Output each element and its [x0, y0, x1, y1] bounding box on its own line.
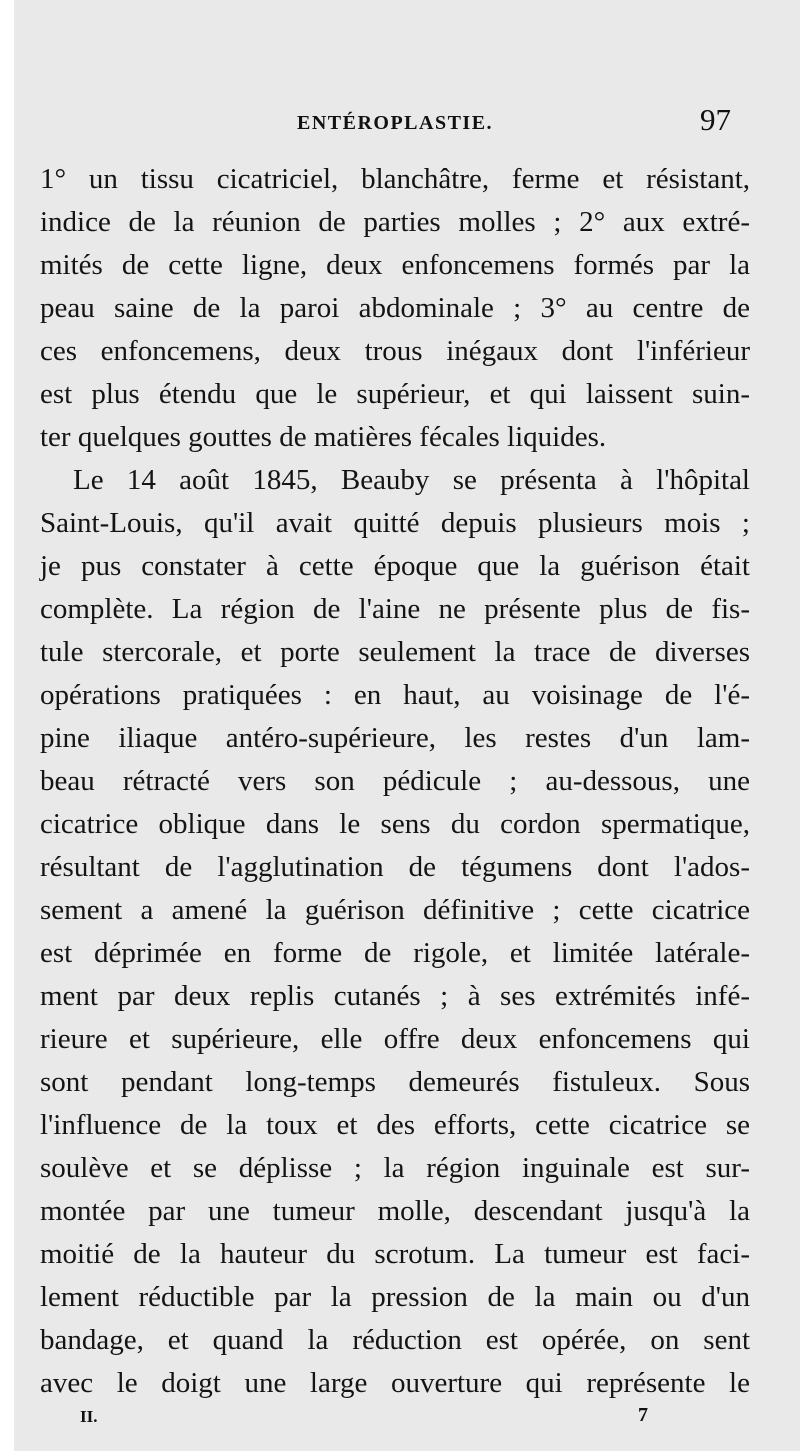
- text-line: ces enfoncemens, deux trous inégaux dont l'inférieur: [40, 335, 750, 367]
- text-line: complète. La région de l'aine ne présente plus de fis-: [40, 593, 750, 625]
- page-number: 97: [700, 102, 731, 137]
- text-line: sont pendant long-temps demeurés fistuleux. Sous: [40, 1066, 750, 1098]
- text-line: indice de la réunion de parties molles ; 2° aux extré-: [40, 206, 750, 238]
- text-line: beau rétracté vers son pédicule ; au-dessous, une: [40, 765, 750, 797]
- text-line: pine iliaque antéro-supérieure, les restes d'un lam-: [40, 722, 750, 754]
- volume-signature: II.: [80, 1407, 98, 1426]
- text-line: sement a amené la guérison définitive ; cette cicatrice: [40, 894, 750, 926]
- text-line: est plus étendu que le supérieur, et qui laissent suin-: [40, 378, 750, 410]
- text-line: tule stercorale, et porte seulement la trace de diverses: [40, 636, 750, 668]
- text-line: cicatrice oblique dans le sens du cordon spermatique,: [40, 808, 750, 840]
- gathering-signature: 7: [638, 1404, 648, 1426]
- running-head: ENTÉROPLASTIE.: [297, 112, 494, 134]
- text-line: moitié de la hauteur du scrotum. La tumeur est faci-: [40, 1238, 750, 1270]
- text-line: soulève et se déplisse ; la région inguinale est sur-: [40, 1152, 750, 1184]
- paragraph-first-line: Le 14 août 1845, Beauby se présenta à l'hôpital: [73, 464, 750, 496]
- text-line: est déprimée en forme de rigole, et limitée latérale-: [40, 937, 750, 969]
- text-line: ment par deux replis cutanés ; à ses extrémités infé-: [40, 980, 750, 1012]
- text-line: résultant de l'agglutination de tégumens dont l'ados-: [40, 851, 750, 883]
- text-line: l'influence de la toux et des efforts, cette cicatrice se: [40, 1109, 750, 1141]
- body-text: [40, 158, 750, 1405]
- text-line: peau saine de la paroi abdominale ; 3° au centre de: [40, 292, 750, 324]
- text-line: je pus constater à cette époque que la guérison était: [40, 550, 750, 582]
- text-line: montée par une tumeur molle, descendant jusqu'à la: [40, 1195, 750, 1227]
- page-margin: [0, 0, 14, 1451]
- text-line: lement réductible par la pression de la main ou d'un: [40, 1281, 750, 1313]
- text-line: 1° un tissu cicatriciel, blanchâtre, ferme et résistant,: [40, 163, 750, 195]
- text-line: mités de cette ligne, deux enfoncemens formés par la: [40, 249, 750, 281]
- text-line: bandage, et quand la réduction est opérée, on sent: [40, 1324, 750, 1356]
- text-line: ter quelques gouttes de matières fécales liquides.: [40, 421, 607, 453]
- text-line: Saint-Louis, qu'il avait quitté depuis plusieurs mois ;: [40, 507, 750, 539]
- text-line: opérations pratiquées : en haut, au voisinage de l'é-: [40, 679, 750, 711]
- page-header: [0, 102, 800, 142]
- text-line: avec le doigt une large ouverture qui représente le: [40, 1367, 750, 1399]
- text-line: rieure et supérieure, elle offre deux enfoncemens qui: [40, 1023, 750, 1055]
- page-footer: [0, 1404, 800, 1434]
